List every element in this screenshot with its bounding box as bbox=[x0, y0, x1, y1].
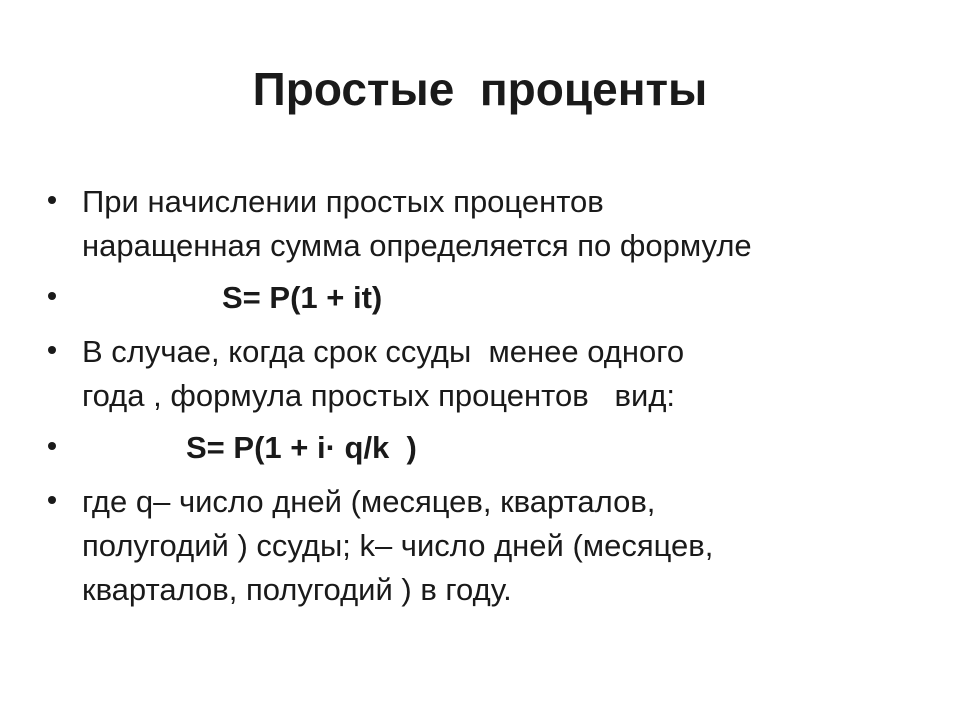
slide-title: Простые проценты bbox=[252, 63, 708, 115]
bullet-icon bbox=[48, 496, 56, 504]
formula-simple-interest: S= P(1 + it) bbox=[222, 280, 383, 315]
formula-short-term-interest: S= P(1 + i· q/k ) bbox=[186, 430, 417, 465]
bullet-icon bbox=[48, 196, 56, 204]
bullet-text-line: В случае, когда срок ссуды менее одного bbox=[82, 334, 685, 369]
bullet-icon bbox=[48, 442, 56, 450]
bullet-icon bbox=[48, 292, 56, 300]
bullet-list bbox=[48, 180, 928, 620]
bullet-icon bbox=[48, 346, 56, 354]
bullet-text-line: где q– число дней (месяцев, кварталов, bbox=[82, 484, 656, 519]
bullet-item-formula-simple bbox=[48, 276, 928, 320]
bullet-item-formula-short-term bbox=[48, 426, 928, 470]
bullet-item-definition bbox=[48, 180, 928, 268]
bullet-item-short-term bbox=[48, 330, 928, 418]
bullet-text-line: кварталов, полугодий ) в году. bbox=[82, 572, 512, 607]
bullet-text-line: полугодий ) ссуды; k– число дней (месяцев, bbox=[82, 528, 714, 563]
bullet-text-line: года , формула простых процентов вид: bbox=[82, 378, 676, 413]
bullet-text-line: наращенная сумма определяется по формуле bbox=[82, 228, 752, 263]
bullet-item-variables bbox=[48, 480, 928, 612]
bullet-text-line: При начислении простых процентов bbox=[82, 184, 604, 219]
